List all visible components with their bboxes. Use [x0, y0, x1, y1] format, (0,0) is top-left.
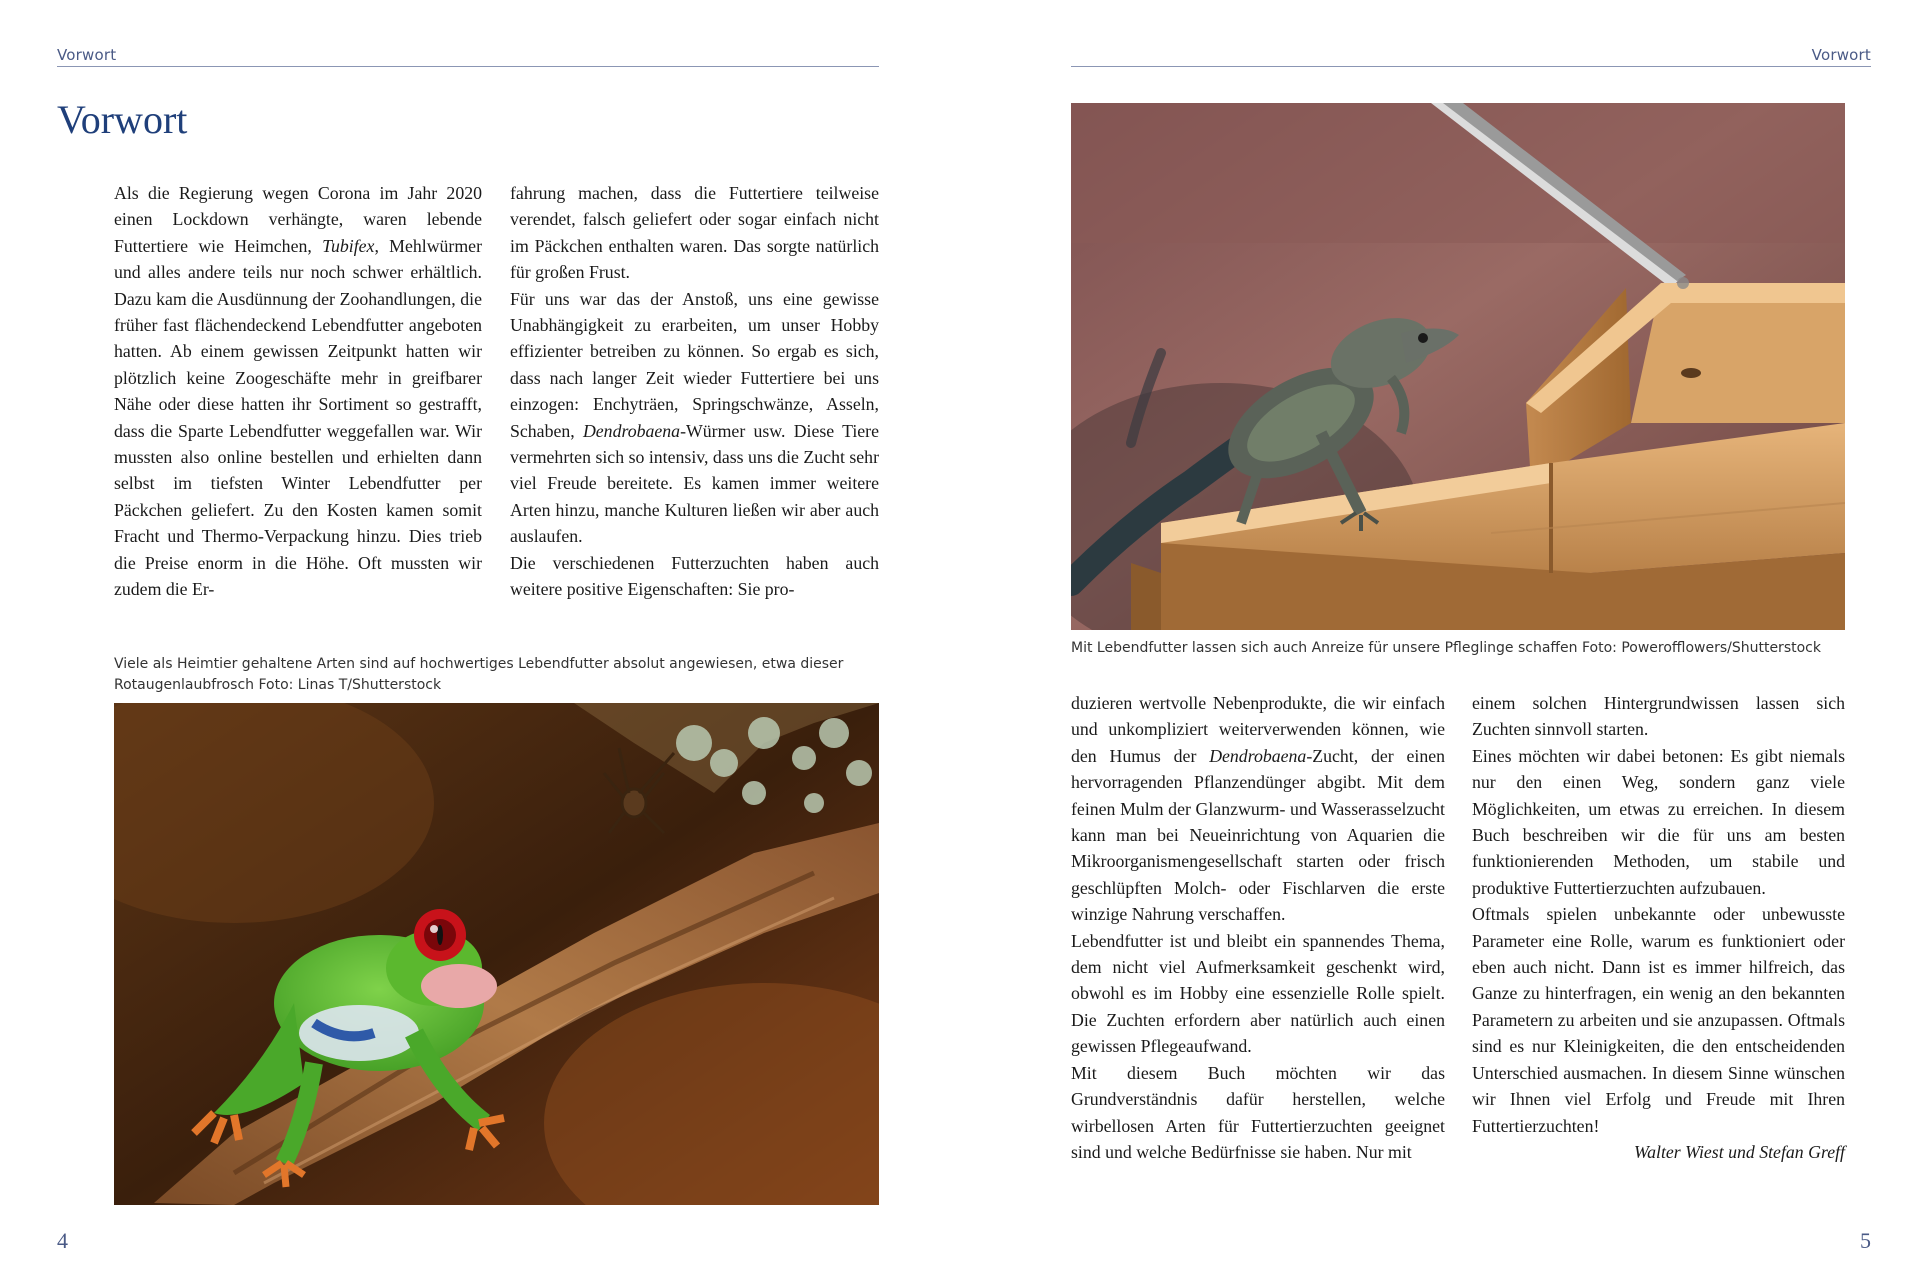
- lizard-photo: [1071, 103, 1845, 630]
- paragraph: Für uns war das der Anstoß, uns eine gewisse Unabhängigkeit zu erarbeiten, um unser Hobby effizienter betreiben zu können. So ergab es sich, dass nach langer Zeit wieder Futtertiere bei uns einzogen: Enchyträen, Springschwänze, Asseln, Schaben, Dendrobaena-Würmer usw. Diese Tiere vermehrten sich so intensiv, dass uns die Zucht sehr viel Freude bereitete. Es kamen immer weitere Arten hinzu, manche Kulturen ließen wir aber auch auslaufen.: [510, 288, 879, 547]
- left-column-1: [114, 180, 482, 603]
- frog-photo-image: [114, 703, 879, 1205]
- paragraph: Lebendfutter ist und bleibt ein spannendes Thema, dem nicht viel Aufmerksamkeit geschenkt wird, obwohl es im Hobby eine essenzielle Rolle spielt. Die Zuchten erfordern aber natürlich auch einen gewissen Pflegeaufwand.: [1071, 930, 1445, 1057]
- running-head-left: Vorwort: [57, 46, 117, 64]
- right-page: [964, 0, 1928, 1281]
- paragraph: Eines möchten wir dabei betonen: Es gibt niemals nur den einen Weg, sondern ganz viele Möglichkeiten, um etwas zu erreichen. In diesem Buch beschreiben wir die für uns am besten funktionierenden Methoden, um stabile und produktive Futtertierzuchten aufzubauen.: [1472, 745, 1845, 898]
- paragraph: Oftmals spielen unbekannte oder unbewusste Parameter eine Rolle, warum es funktioniert oder eben auch nicht. Dann ist es immer hilfreich, das Ganze zu hinterfragen, ein wenig an den bekannten Parametern zu arbeiten und sie anzupassen. Oftmals sind es nur Kleinigkeiten, die den entscheidenden Unterschied ausmachen. In diesem Sinne wünschen wir Ihnen viel Erfolg und Freude mit Ihren Futtertierzuchten!: [1472, 904, 1845, 1136]
- page-number-left: 4: [57, 1228, 68, 1253]
- frog-photo-caption: Viele als Heimtier gehaltene Arten sind auf hochwertiges Lebendfutter absolut angewiesen, etwa dieser Rotaugenlaubfrosch Foto: Linas T/Shutterstock: [114, 656, 844, 693]
- header-rule-left: [57, 66, 879, 67]
- paragraph: Als die Regierung wegen Corona im Jahr 2020 einen Lockdown verhängte, waren lebende Futtertiere wie Heimchen, Tubifex, Mehlwürmer und alles andere teils nur noch schwer erhältlich. Dazu kam die Ausdünnung der Zoohandlungen, die früher fast flächendeckend Lebendfutter angeboten hatten. Ab einem gewissen Zeitpunkt hatten wir plötzlich keine Zoogeschäfte mehr in greifbarer Nähe oder diese hatten ihr Sortiment so gestrafft, dass die Sparte Lebendfutter weggefallen war. Wir mussten also online bestellen und erhielten dann selbst im tiefsten Winter Lebendfutter per Päckchen geliefert. Zu den Kosten kamen somit Fracht und Thermo-Verpackung hinzu. Dies trieb die Preise enorm in die Höhe. Oft mussten wir zudem die Er-: [114, 183, 482, 600]
- page-number-right: 5: [1860, 1228, 1871, 1253]
- frog-photo: [114, 703, 879, 1205]
- paragraph: einem solchen Hintergrundwissen lassen sich Zuchten sinnvoll starten.: [1472, 693, 1845, 740]
- chapter-title: Vorwort: [57, 97, 188, 142]
- lizard-photo-caption: Mit Lebendfutter lassen sich auch Anreize für unsere Pfleglinge schaffen Foto: Powerofflowers/Shutterstock: [1071, 640, 1821, 656]
- paragraph: fahrung machen, dass die Futtertiere teilweise verendet, falsch geliefert oder sogar einfach nicht im Päckchen enthalten waren. Das sorgte natürlich für großen Frust.: [510, 183, 879, 283]
- left-column-2: [510, 180, 879, 603]
- header-rule-right: [1071, 66, 1871, 67]
- paragraph: duzieren wertvolle Nebenprodukte, die wir einfach und unkompliziert weiterverwenden können, wie den Humus der Dendrobaena-Zucht, der einen hervorragenden Pflanzendünger abgibt. Mit dem feinen Mulm der Glanzwurm- und Wasserasselzucht kann man bei Neueinrichtung von Aquarien die Mikroorganismengesellschaft starten oder frisch geschlüpften Molch- oder Fischlarven die erste winzige Nahrung verschaffen.: [1071, 693, 1445, 925]
- lizard-photo-image: [1071, 103, 1845, 630]
- right-column-2: [1472, 690, 1845, 1165]
- running-head-right: Vorwort: [1811, 46, 1871, 64]
- paragraph: Die verschiedenen Futterzuchten haben auch weitere positive Eigenschaften: Sie pro-: [510, 552, 879, 600]
- signature: Walter Wiest und Stefan Greff: [1633, 1141, 1845, 1162]
- right-column-1: [1071, 690, 1445, 1165]
- paragraph: Mit diesem Buch möchten wir das Grundverständnis dafür herstellen, welche wirbellosen Arten für Futtertierzuchten geeignet sind und welche Bedürfnisse sie haben. Nur mit: [1071, 1062, 1445, 1162]
